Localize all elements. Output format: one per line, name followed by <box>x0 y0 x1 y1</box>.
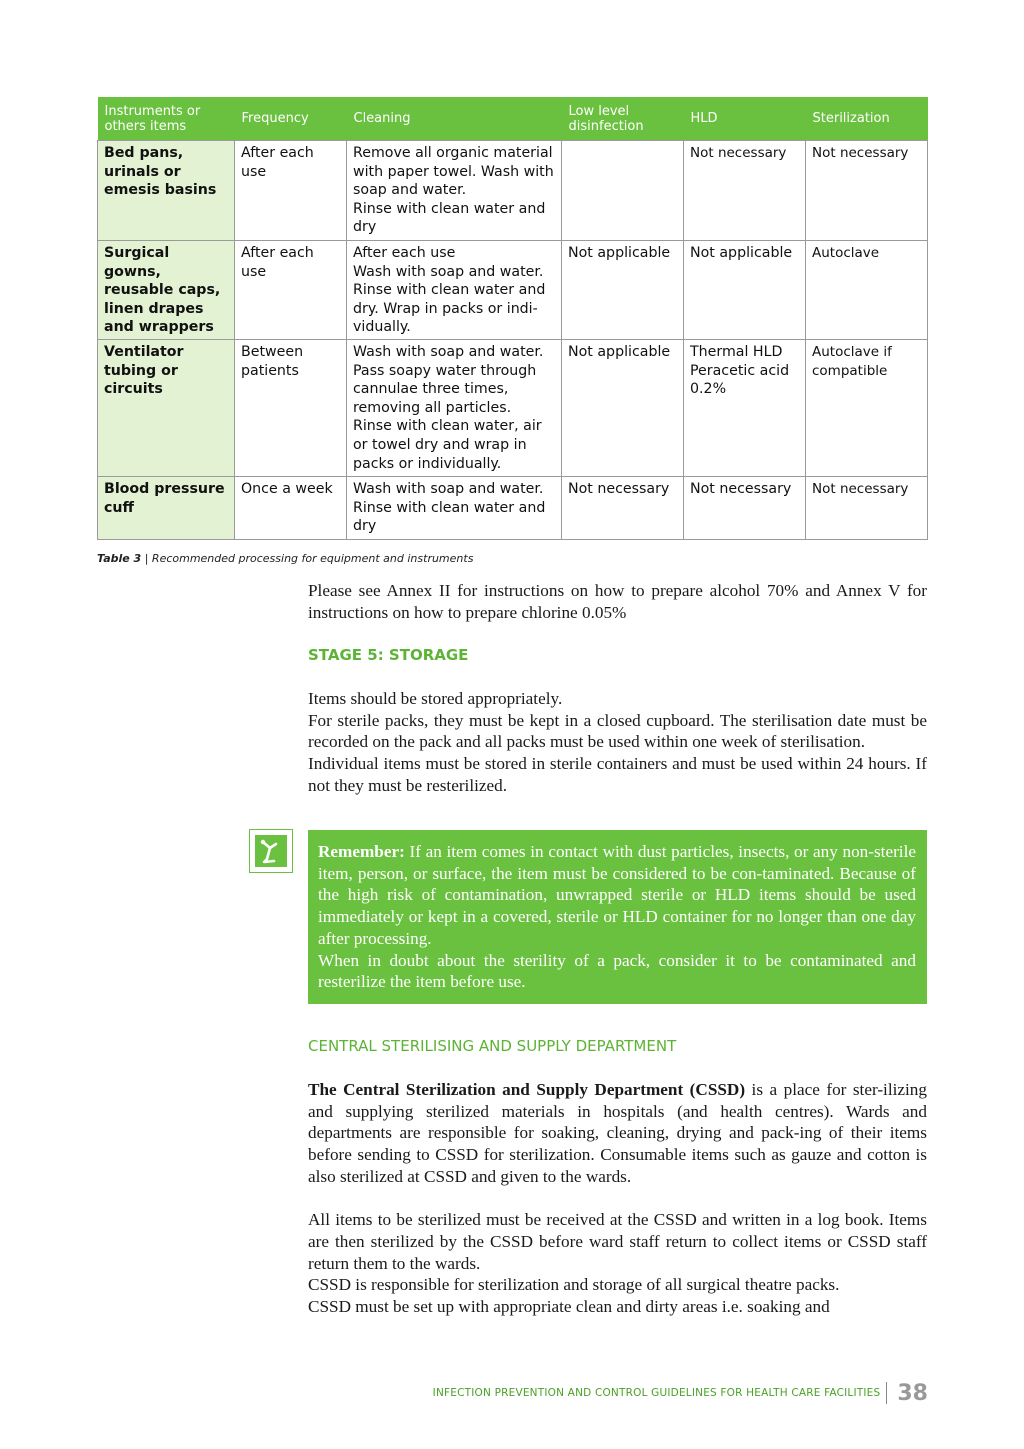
table-caption <box>97 552 473 565</box>
row-cleaning: Wash with soap and water. Pass soapy water through cannulae three times, removing all particles. Rinse with clean water, air or towel dry and wrap in packs or individually. <box>347 340 562 477</box>
caption-separator: | <box>141 552 152 565</box>
header-sterilization: Sterilization <box>806 97 928 141</box>
table-row <box>98 477 928 540</box>
page-number: 38 <box>897 1380 928 1406</box>
row-item: Blood pressure cuff <box>98 477 235 540</box>
remember-body: If an item comes in contact with dust particles, insects, or any non-sterile item, person, or surface, the item must be considered to be con-taminated. Because of the high risk of contamination, unwrapped sterile or HLD items should be used immediately or kept in a covered, sterile or HLD container for no longer than one day after processing. <box>318 842 916 948</box>
footer-divider <box>886 1382 887 1404</box>
annex-note: Please see Annex II for instructions on how to prepare alcohol 70% and Annex V for instructions on how to prepare chlorine 0.05% <box>308 581 927 622</box>
row-frequency: Once a week <box>235 477 347 540</box>
header-low-level-disinfection: Low level disinfection <box>562 97 684 141</box>
row-sterilization: Not necessary <box>806 141 928 241</box>
row-frequency: Between patients <box>235 340 347 477</box>
row-lld <box>562 141 684 241</box>
row-lld: Not applicable <box>562 241 684 340</box>
cssd-paragraph: The Central Sterilization and Supply Department (CSSD) is a place for ster-ilizing and supplying sterilized materials in hospitals (and health centres). Wards and departments are responsible for soaking, cleaning, drying and pack-ing of their items before sending to CSSD for sterilization. Consumable items such as gauze and cotton is also sterilized at CSSD and given to the wards. <box>308 1080 927 1186</box>
processing-table <box>97 97 928 540</box>
footer-title: INFECTION PREVENTION AND CONTROL GUIDELINES FOR HEALTH CARE FACILITIES <box>432 1387 881 1399</box>
remember-icon <box>249 829 293 873</box>
cssd-body <box>308 1079 927 1318</box>
table-header-row <box>98 97 928 141</box>
cssd-paragraph: All items to be sterilized must be received at the CSSD and written in a log book. Items are then sterilized by the CSSD before ward staff return to collect items or CSSD staff return them to the wards. <box>308 1210 927 1273</box>
table-row <box>98 141 928 241</box>
row-item: Bed pans, urinals or emesis basins <box>98 141 235 241</box>
row-item: Surgical gowns, reusable caps, linen drapes and wrappers <box>98 241 235 340</box>
row-hld: Not applicable <box>684 241 806 340</box>
cssd-paragraph: CSSD is responsible for sterilization and storage of all surgical theatre packs. <box>308 1275 840 1295</box>
caption-label: Table 3 <box>97 552 142 565</box>
row-cleaning: Remove all organic material with paper towel. Wash with soap and water. Rinse with clean water and dry <box>347 141 562 241</box>
row-sterilization: Not necessary <box>806 477 928 540</box>
row-hld: Not necessary <box>684 477 806 540</box>
header-hld: HLD <box>684 97 806 141</box>
caption-text: Recommended processing for equipment and instruments <box>151 552 474 565</box>
row-sterilization: Autoclave if compatible <box>806 340 928 477</box>
cssd-heading: CENTRAL STERILISING AND SUPPLY DEPARTMENT <box>308 1037 677 1055</box>
row-frequency: After each use <box>235 241 347 340</box>
header-cleaning: Cleaning <box>347 97 562 141</box>
row-item: Ventilator tubing or circuits <box>98 340 235 477</box>
header-items: Instruments or others items <box>98 97 235 141</box>
row-hld: Thermal HLD Peracetic acid 0.2% <box>684 340 806 477</box>
cssd-paragraph: CSSD must be set up with appropriate clean and dirty areas i.e. soaking and <box>308 1297 830 1317</box>
row-lld: Not applicable <box>562 340 684 477</box>
page-footer <box>433 1378 928 1408</box>
table-row <box>98 241 928 340</box>
row-lld: Not necessary <box>562 477 684 540</box>
row-sterilization: Autoclave <box>806 241 928 340</box>
table-row <box>98 340 928 477</box>
remember-body-2: When in doubt about the sterility of a pack, consider it to be contaminated and resterilize the item before use. <box>318 950 916 992</box>
stage5-heading: STAGE 5: STORAGE <box>308 646 469 664</box>
stage5-body <box>308 688 927 797</box>
row-frequency: After each use <box>235 141 347 241</box>
stage5-paragraph: Items should be stored appropriately. <box>308 689 563 708</box>
row-cleaning: Wash with soap and water. Rinse with clean water and dry <box>347 477 562 540</box>
header-frequency: Frequency <box>235 97 347 141</box>
remember-lead: Remember: <box>318 842 405 861</box>
stage5-paragraph: For sterile packs, they must be kept in a closed cupboard. The sterilisation date must be recorded on the pack and all packs must be used within one week of sterilisation. <box>308 710 927 752</box>
stage5-paragraph: Individual items must be stored in sterile containers and must be used within 24 hours. If not they must be resterilized. <box>308 754 927 795</box>
row-cleaning: After each use Wash with soap and water. Rinse with clean water and dry. Wrap in packs or indi-vidually. <box>347 241 562 340</box>
row-hld: Not necessary <box>684 141 806 241</box>
remember-callout <box>308 830 927 1004</box>
